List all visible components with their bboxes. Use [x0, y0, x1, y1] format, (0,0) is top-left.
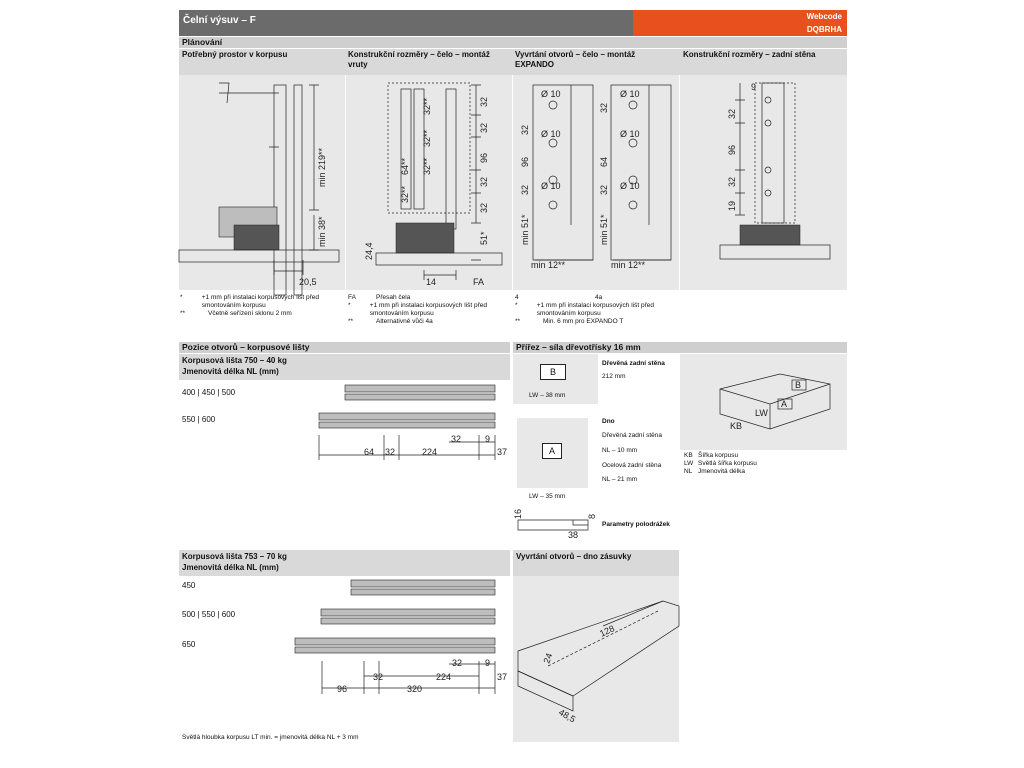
col2-dim-b: 32 [479, 122, 489, 133]
rail2-dim-d: 224 [436, 672, 452, 682]
cut-a-box: A [542, 443, 562, 459]
bottom-title: Vyvrtání otvorů – dno zásuvky [516, 552, 632, 561]
bottom-drawing [513, 576, 679, 742]
rail2-dim-a: 96 [337, 684, 348, 694]
col2-notes: FA Přesah čela * +1 mm při instalaci korpusových lišt před smontováním korpusu ** Alternativně vůči 4a [348, 294, 487, 325]
col3-v96: 96 [520, 156, 530, 167]
positions-sub2: Jmenovitá délka NL (mm) [182, 367, 279, 376]
rail2-dim-b: 32 [373, 672, 384, 682]
iso-kb: KB [730, 421, 743, 431]
rail2-drawing [179, 576, 510, 736]
col4-dim-e: 19 [727, 200, 737, 211]
col2-dim-v3: 64** [400, 157, 410, 175]
positions-dim-b: 32 [385, 447, 396, 457]
col3-m12b: min 12** [611, 260, 646, 270]
col2-title: Konstrukční rozměry – čelo – montáž vruty [348, 50, 490, 69]
col3-drawing [513, 75, 679, 290]
rail2-dim-c: 320 [407, 684, 423, 694]
positions-row2: 550 | 600 [182, 415, 216, 424]
bottom-dim-a: 128 [598, 623, 616, 639]
positions-row1: 400 | 450 | 500 [182, 388, 236, 397]
rail2-dim-e: 32 [452, 658, 463, 668]
col3-d10-d: Ø 10 [620, 89, 640, 99]
col4-title: Konstrukční rozměry – zadní stěna [683, 50, 816, 59]
col3-m51a: min 51* [520, 214, 530, 245]
col2-dim-c: 96 [479, 152, 489, 163]
col2-dim-v1: 32** [422, 97, 432, 115]
positions-dim-e: 9 [485, 434, 491, 444]
rail2-row3: 650 [182, 640, 196, 649]
planning-section-title: Plánování [182, 37, 223, 47]
cut-a-line1: Dřevěná zadní stěna [602, 432, 662, 439]
cut-b-box: B [540, 364, 566, 380]
col2-dim-h: 14 [426, 277, 437, 287]
positions-dim-a: 64 [364, 447, 375, 457]
positions-dim-c: 224 [422, 447, 438, 457]
col2-dim-a: 32 [479, 96, 489, 107]
webcode-label: Webcode [806, 12, 842, 21]
col2-dim-v2: 32** [422, 129, 432, 147]
col2-drawing [346, 75, 512, 290]
positions-dim-f: 37 [497, 447, 508, 457]
positions-drawing [179, 380, 510, 545]
cut-b-width: LW – 38 mm [529, 392, 566, 399]
col4-dim-a: 9 [751, 82, 757, 92]
cut-b-height: 212 mm [602, 373, 626, 380]
cut-a-title: Dno [602, 418, 615, 425]
col3-d10-c: Ø 10 [541, 181, 561, 191]
col3-title: Vyvrtání otvorů – čelo – montáž EXPANDO [515, 50, 636, 69]
col3-v64: 64 [599, 156, 609, 167]
col3-v32c: 32 [599, 102, 609, 113]
bottom-dim-c: 48,5 [557, 707, 578, 725]
col1-notes: * +1 mm při instalaci korpusových lišt před smontováním korpusu ** Včetně seřízení sklonu 2 mm [180, 294, 319, 317]
rail-dim-a: 16 [513, 508, 523, 519]
webcode-value[interactable]: DQBRHA [806, 25, 842, 34]
col2-dim-f: 51* [479, 231, 489, 245]
col3-m51b: min 51* [599, 214, 609, 245]
rail-dim-b: 8 [587, 513, 597, 519]
iso-b: B [795, 380, 802, 390]
col2-dim-e: 32 [479, 202, 489, 213]
col1-drawing [179, 75, 345, 290]
cut-a-width: LW – 35 mm [529, 493, 566, 500]
col3-v32b: 32 [520, 184, 530, 195]
planning-section-bar [179, 37, 847, 48]
col3-v32a: 32 [520, 124, 530, 135]
cut-title: Přířez – síla dřevotřísky 16 mm [516, 342, 641, 352]
positions-title: Pozice otvorů – korpusové lišty [182, 342, 310, 352]
col4-dim-c: 96 [727, 144, 737, 155]
dim-min219: min 219** [317, 147, 327, 187]
bottom-dim-b: 24 [541, 651, 555, 665]
rail2-dim-f: 9 [485, 658, 491, 668]
col3-d10-a: Ø 10 [541, 89, 561, 99]
dim-min38: min 38* [317, 216, 327, 247]
col2-dim-v5: 32** [422, 157, 432, 175]
col4-drawing [680, 75, 847, 290]
iso-lw: LW [755, 408, 768, 418]
col3-d10-e: Ø 10 [620, 129, 640, 139]
rail2-row1: 450 [182, 581, 196, 590]
page-title: Čelní výsuv – F [183, 15, 256, 26]
col3-notes: 4 4a * +1 mm při instalaci korpusových lišt před smontováním korpusu ** Min. 6 mm pro EXPANDO T [515, 294, 654, 325]
rail-dim-c: 38 [568, 530, 579, 540]
col2-dim-d: 32 [479, 176, 489, 187]
cut-a-line4: NL – 21 mm [602, 476, 638, 483]
cut-a-line3: Ocelová zadní stěna [602, 462, 662, 469]
col3-d10-b: Ø 10 [541, 129, 561, 139]
col2-dim-v4: 32** [400, 185, 410, 203]
rail-params-label: Parametry polodrážek [602, 521, 670, 528]
col4-dim-d: 32 [727, 176, 737, 187]
iso-a: A [781, 399, 788, 409]
col2-dim-fa: FA [473, 277, 485, 287]
rail2-row2: 500 | 550 | 600 [182, 610, 236, 619]
col3-m12a: min 12** [531, 260, 566, 270]
col1-title: Potřebný prostor v korpusu [182, 50, 288, 59]
iso-drawing [680, 354, 847, 450]
cut-a-line2: NL – 10 mm [602, 447, 638, 454]
rail2-footer: Světlá hloubka korpusu LT min. = jmenovitá délka NL + 3 mm [182, 734, 359, 741]
col4-dim-b: 32 [727, 108, 737, 119]
col3-v32d: 32 [599, 184, 609, 195]
rail-profile-drawing [513, 505, 603, 545]
col2-dim-g: 24,4 [364, 242, 374, 260]
positions-sub1: Korpusová lišta 750 – 40 kg [182, 356, 287, 365]
cut-legend: KB Šířka korpusu LW Světlá šířka korpusu NL Jmenovitá délka [684, 452, 757, 475]
positions-dim-d: 32 [451, 434, 462, 444]
rail2-sub2: Jmenovitá délka NL (mm) [182, 563, 279, 572]
dim-20-5: 20,5 [299, 277, 317, 287]
col3-d10-f: Ø 10 [620, 181, 640, 191]
rail2-dim-g: 37 [497, 672, 508, 682]
rail2-sub1: Korpusová lišta 753 – 70 kg [182, 552, 287, 561]
cut-b-desc: Dřevěná zadní stěna [602, 360, 665, 367]
